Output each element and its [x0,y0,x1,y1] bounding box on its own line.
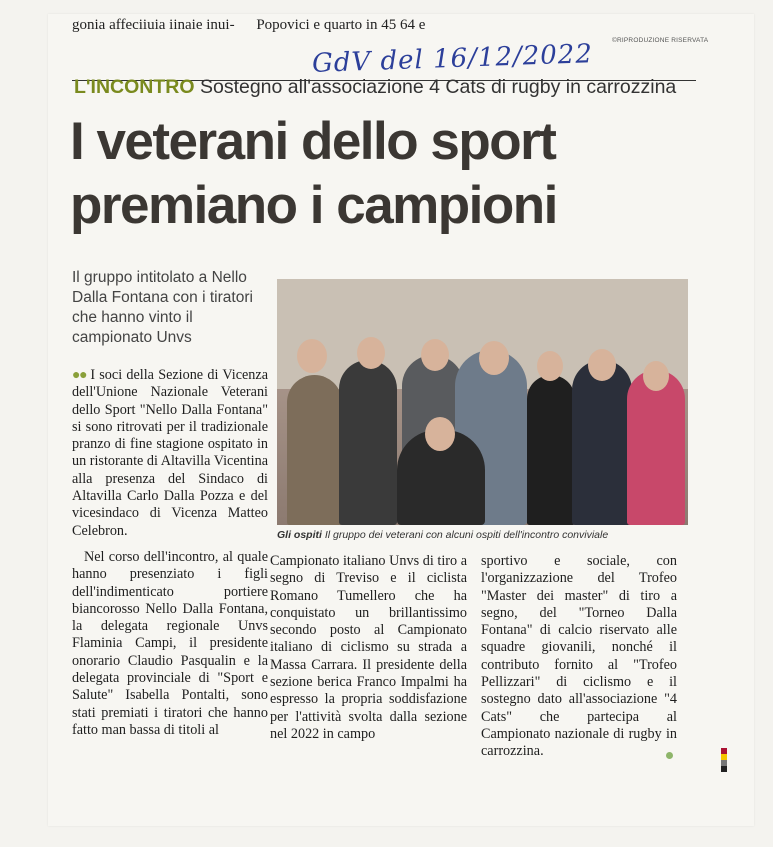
rights-notice: ©RIPRODUZIONE RISERVATA [612,37,709,44]
photo-head [421,339,449,371]
photo-person [572,360,632,525]
scan-color-marks [721,748,727,772]
summary: Il gruppo intitolato a Nello Dalla Fontana con i tiratori che hanno vinto il campionato Unvs [72,269,253,346]
kicker [74,76,676,99]
photo-person [339,360,397,525]
photo-head [425,417,455,451]
photo-head [479,341,509,375]
photo-head [357,337,385,369]
previous-text-left: gonia affeciiuia iinaie inui- [72,17,235,33]
photo-head [297,339,327,373]
bullet-dots-icon: ●● [72,368,87,383]
photo-caption [277,529,697,541]
body-column-1-top [72,367,268,540]
body-paragraph-4: sportivo e sociale, con l'organizzazione del Trofeo "Master dei master" di tiro a segno, del "Torneo Dalla Fontana" di calcio riservato alle squadre giovanili, nonché il contributo fornito al "Trofeo Pellizzari" di ciclismo e il sostegno dato all'associazione "4 Cats" che partecipa al Campionato nazionale di rugby in carrozzina. [481,553,677,760]
photo-person [287,375,342,525]
photo-person [627,370,685,525]
body-paragraph-2: Nel corso dell'incontro, al quale hanno presenziato i figli dell'indimenticato portiere biancorosso Nello Dalla Fontana, la delegata regionale Unvs Flaminia Campi, il presidente onorario Claudio Pasqualin e la delegata provinciale di "Sport e Salute" Isabella Pontalti, sono stati premiati i tiratori che hanno fatto man bassa di titoli al [72,549,268,738]
headline-line-2: premiano i campioni [70,176,557,235]
body-paragraph-1: I soci della Sezione di Vicenza dell'Unione Nazionale Veterani dello Sport "Nello Dalla Fontana" si sono ritrovati per il tradizionale pranzo di fine stagione ospitato in un ristorante di Altavilla Vicentina alla presenza del Sindaco di Altavilla Carlo Dalla Pozza e del vicesindaco di Vicenza Matteo Celebron. [72,367,268,539]
end-mark-icon [666,752,673,759]
body-column-2 [270,553,467,743]
photo-head [588,349,616,381]
photo-head [537,351,563,381]
kicker-text: Sostegno all'associazione 4 Cats di rugby in carrozzina [199,76,677,98]
body-column-3 [481,553,677,761]
previous-text-right: Popovici e quarto in 45 64 e [256,17,426,33]
group-photo [277,279,688,525]
headline [70,110,710,238]
caption-label: Gli ospiti [277,529,322,541]
handwritten-date-note: GdV del 16/12/2022 [311,39,594,79]
body-paragraph-3: Campionato italiano Unvs di tiro a segno di Treviso e il ciclista Romano Tumellero che ha conquistato un brillantissimo secondo posto al Campionato italiano di ciclismo su strada a Massa Carrara. Il presidente della sezione berica Franco Impalmi ha espresso la propria soddisfazione per l'attività svolta dalla sezione nel 2022 in campo [270,553,467,742]
photo-head [643,361,669,391]
body-column-1-bottom [72,549,268,739]
caption-text: Il gruppo dei veterani con alcuni ospiti dell'incontro conviviale [324,529,609,541]
photo-person [527,375,575,525]
headline-line-1: I veterani dello sport [70,112,556,171]
previous-article-fragment [72,16,492,34]
kicker-tag: L'INCONTRO [74,76,195,98]
